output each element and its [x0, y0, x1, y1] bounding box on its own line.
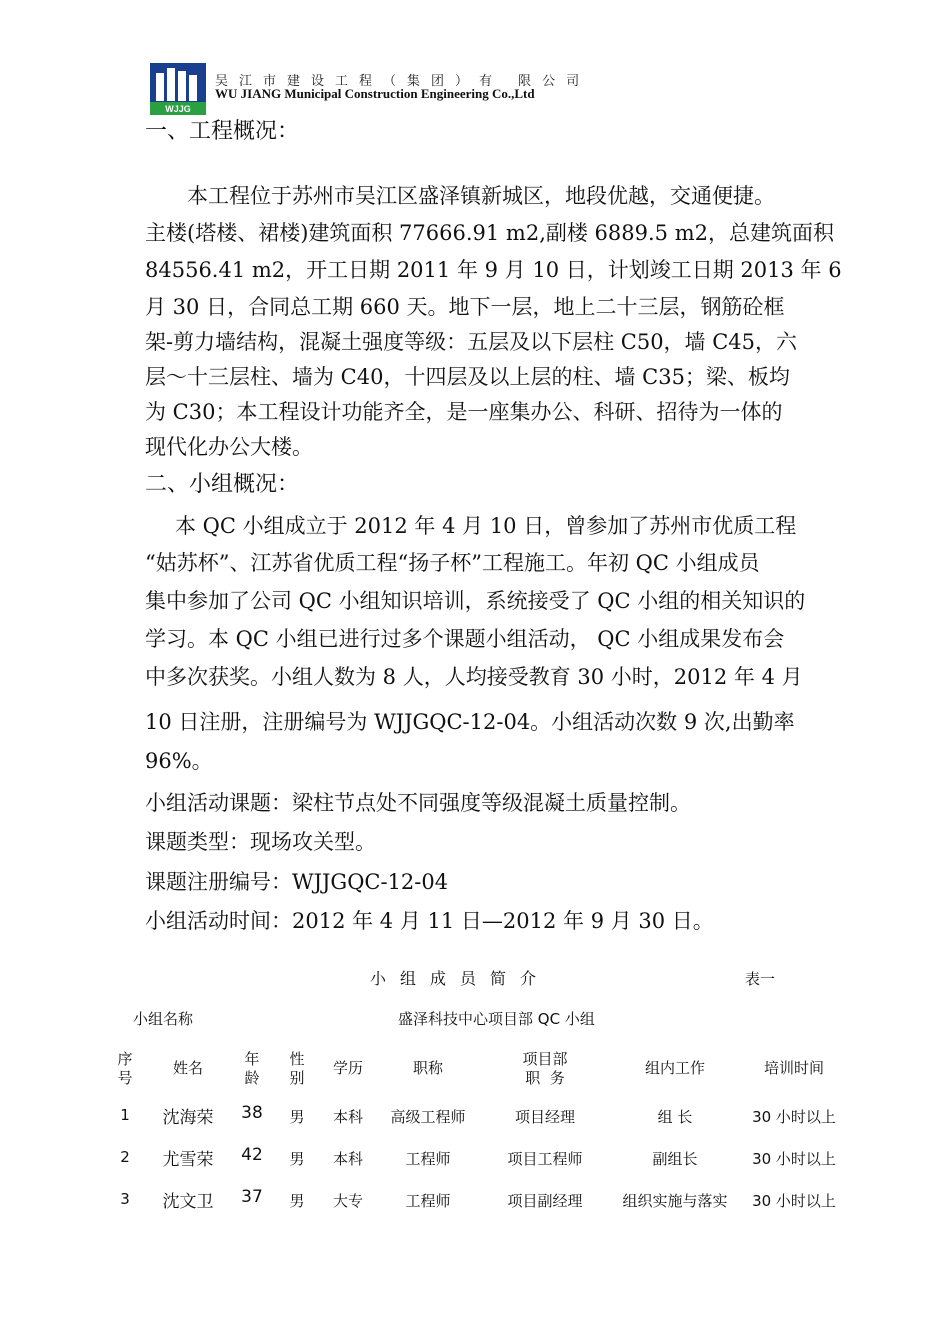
- table-cell-age: 38: [241, 1103, 263, 1123]
- table-cell-name: 尤雪荣: [162, 1150, 214, 1170]
- section2-line: 课题类型：现场攻关型。: [145, 830, 376, 854]
- section2-line: 集中参加了公司 QC 小组知识培训，系统接受了 QC 小组的相关知识的: [145, 589, 806, 613]
- section1-line: 架-剪力墙结构，混凝土强度等级：五层及以下层柱 C50，墙 C45，六: [145, 330, 798, 354]
- section1-line: 84556.41 m2，开工日期 2011 年 9 月 10 日，计划竣工日期 2013 年 6: [145, 258, 842, 282]
- section2-line: 96%。: [145, 749, 213, 773]
- table-title: 小组成员简介: [370, 969, 551, 988]
- table-header-gender: 性 别: [289, 1050, 305, 1087]
- table-cell-education: 本科: [332, 1150, 363, 1168]
- company-name-cn: 吴江市建设工程（集团）有 限公司: [215, 74, 591, 89]
- section1-line: 层～十三层柱、墙为 C40，十四层及以上层的柱、墙 C35；梁、板均: [145, 365, 790, 389]
- table-cell-seq: 1: [120, 1106, 130, 1124]
- table-cell-education: 大专: [332, 1192, 363, 1210]
- table-header-seq: 序 号: [117, 1050, 133, 1087]
- table-cell-training: 30 小时以上: [752, 1108, 836, 1126]
- table-cell-seq: 3: [120, 1190, 130, 1208]
- section1-line: 为 C30；本工程设计功能齐全，是一座集办公、科研、招待为一体的: [145, 400, 783, 424]
- company-name-en: WU JIANG Municipal Construction Engineering Co.,Ltd: [215, 86, 535, 101]
- table-cell-age: 42: [241, 1145, 263, 1165]
- table-header-title: 职称: [412, 1059, 443, 1077]
- section2-line: “姑苏杯”、江苏省优质工程“扬子杯”工程施工。年初 QC 小组成员: [145, 551, 760, 575]
- table-cell-group-role: 组 长: [657, 1108, 693, 1126]
- logo-text: WJJG: [165, 104, 191, 114]
- table-cell-training: 30 小时以上: [752, 1192, 836, 1210]
- table-header-training: 培训时间: [763, 1059, 824, 1077]
- table-cell-project-role: 项目工程师: [507, 1150, 583, 1168]
- table-cell-group-role: 副组长: [652, 1150, 698, 1168]
- company-logo: [150, 63, 206, 115]
- table-cell-project-role: 项目副经理: [507, 1192, 583, 1210]
- table-cell-gender: 男: [289, 1192, 305, 1210]
- table-cell-title: 高级工程师: [390, 1108, 466, 1126]
- table-cell-gender: 男: [289, 1108, 305, 1126]
- table-cell-project-role: 项目经理: [514, 1108, 575, 1126]
- section2-line: 小组活动时间：2012 年 4 月 11 日—2012 年 9 月 30 日。: [145, 909, 714, 933]
- table-cell-seq: 2: [120, 1148, 130, 1166]
- section2-line: 中多次获奖。小组人数为 8 人，人均接受教育 30 小时，2012 年 4 月: [145, 665, 803, 689]
- section1-title: 一、工程概况：: [145, 119, 300, 144]
- group-name-label: 小组名称: [133, 1010, 194, 1028]
- table-header-age: 年 龄: [244, 1050, 260, 1087]
- section1-line: 主楼(塔楼、裙楼)建筑面积 77666.91 m2,副楼 6889.5 m2，总建筑面积: [145, 221, 834, 245]
- table-cell-name: 沈文卫: [162, 1192, 214, 1212]
- table-cell-education: 本科: [332, 1108, 363, 1126]
- table-number: 表一: [745, 970, 776, 988]
- section1-line: 现代化办公大楼。: [145, 435, 313, 459]
- table-header-project-role: 项目部 职 务: [522, 1050, 568, 1087]
- section2-line: 本 QC 小组成立于 2012 年 4 月 10 日，曾参加了苏州市优质工程: [175, 514, 797, 538]
- table-cell-gender: 男: [289, 1150, 305, 1168]
- section2-line: 10 日注册，注册编号为 WJJGQC-12-04。小组活动次数 9 次,出勤率: [145, 710, 795, 734]
- section1-line: 本工程位于苏州市吴江区盛泽镇新城区，地段优越，交通便捷。: [187, 184, 775, 208]
- group-name-value: 盛泽科技中心项目部 QC 小组: [398, 1010, 595, 1028]
- table-cell-age: 37: [241, 1187, 263, 1207]
- table-header-education: 学历: [332, 1059, 363, 1077]
- section2-line: 学习。本 QC 小组已进行过多个课题小组活动， QC 小组成果发布会: [145, 627, 785, 651]
- table-header-group-role: 组内工作: [644, 1059, 705, 1077]
- table-header-name: 姓名: [172, 1059, 203, 1077]
- section1-line: 月 30 日，合同总工期 660 天。地下一层，地上二十三层，钢筋砼框: [145, 295, 785, 319]
- section2-title: 二、小组概况：: [145, 472, 300, 497]
- table-cell-name: 沈海荣: [162, 1108, 214, 1128]
- section2-line: 小组活动课题：梁柱节点处不同强度等级混凝土质量控制。: [145, 791, 691, 815]
- table-cell-training: 30 小时以上: [752, 1150, 836, 1168]
- table-cell-title: 工程师: [405, 1192, 451, 1210]
- section2-line: 课题注册编号：WJJGQC-12-04: [145, 870, 449, 894]
- table-cell-group-role: 组织实施与落实: [622, 1192, 728, 1210]
- table-cell-title: 工程师: [405, 1150, 451, 1168]
